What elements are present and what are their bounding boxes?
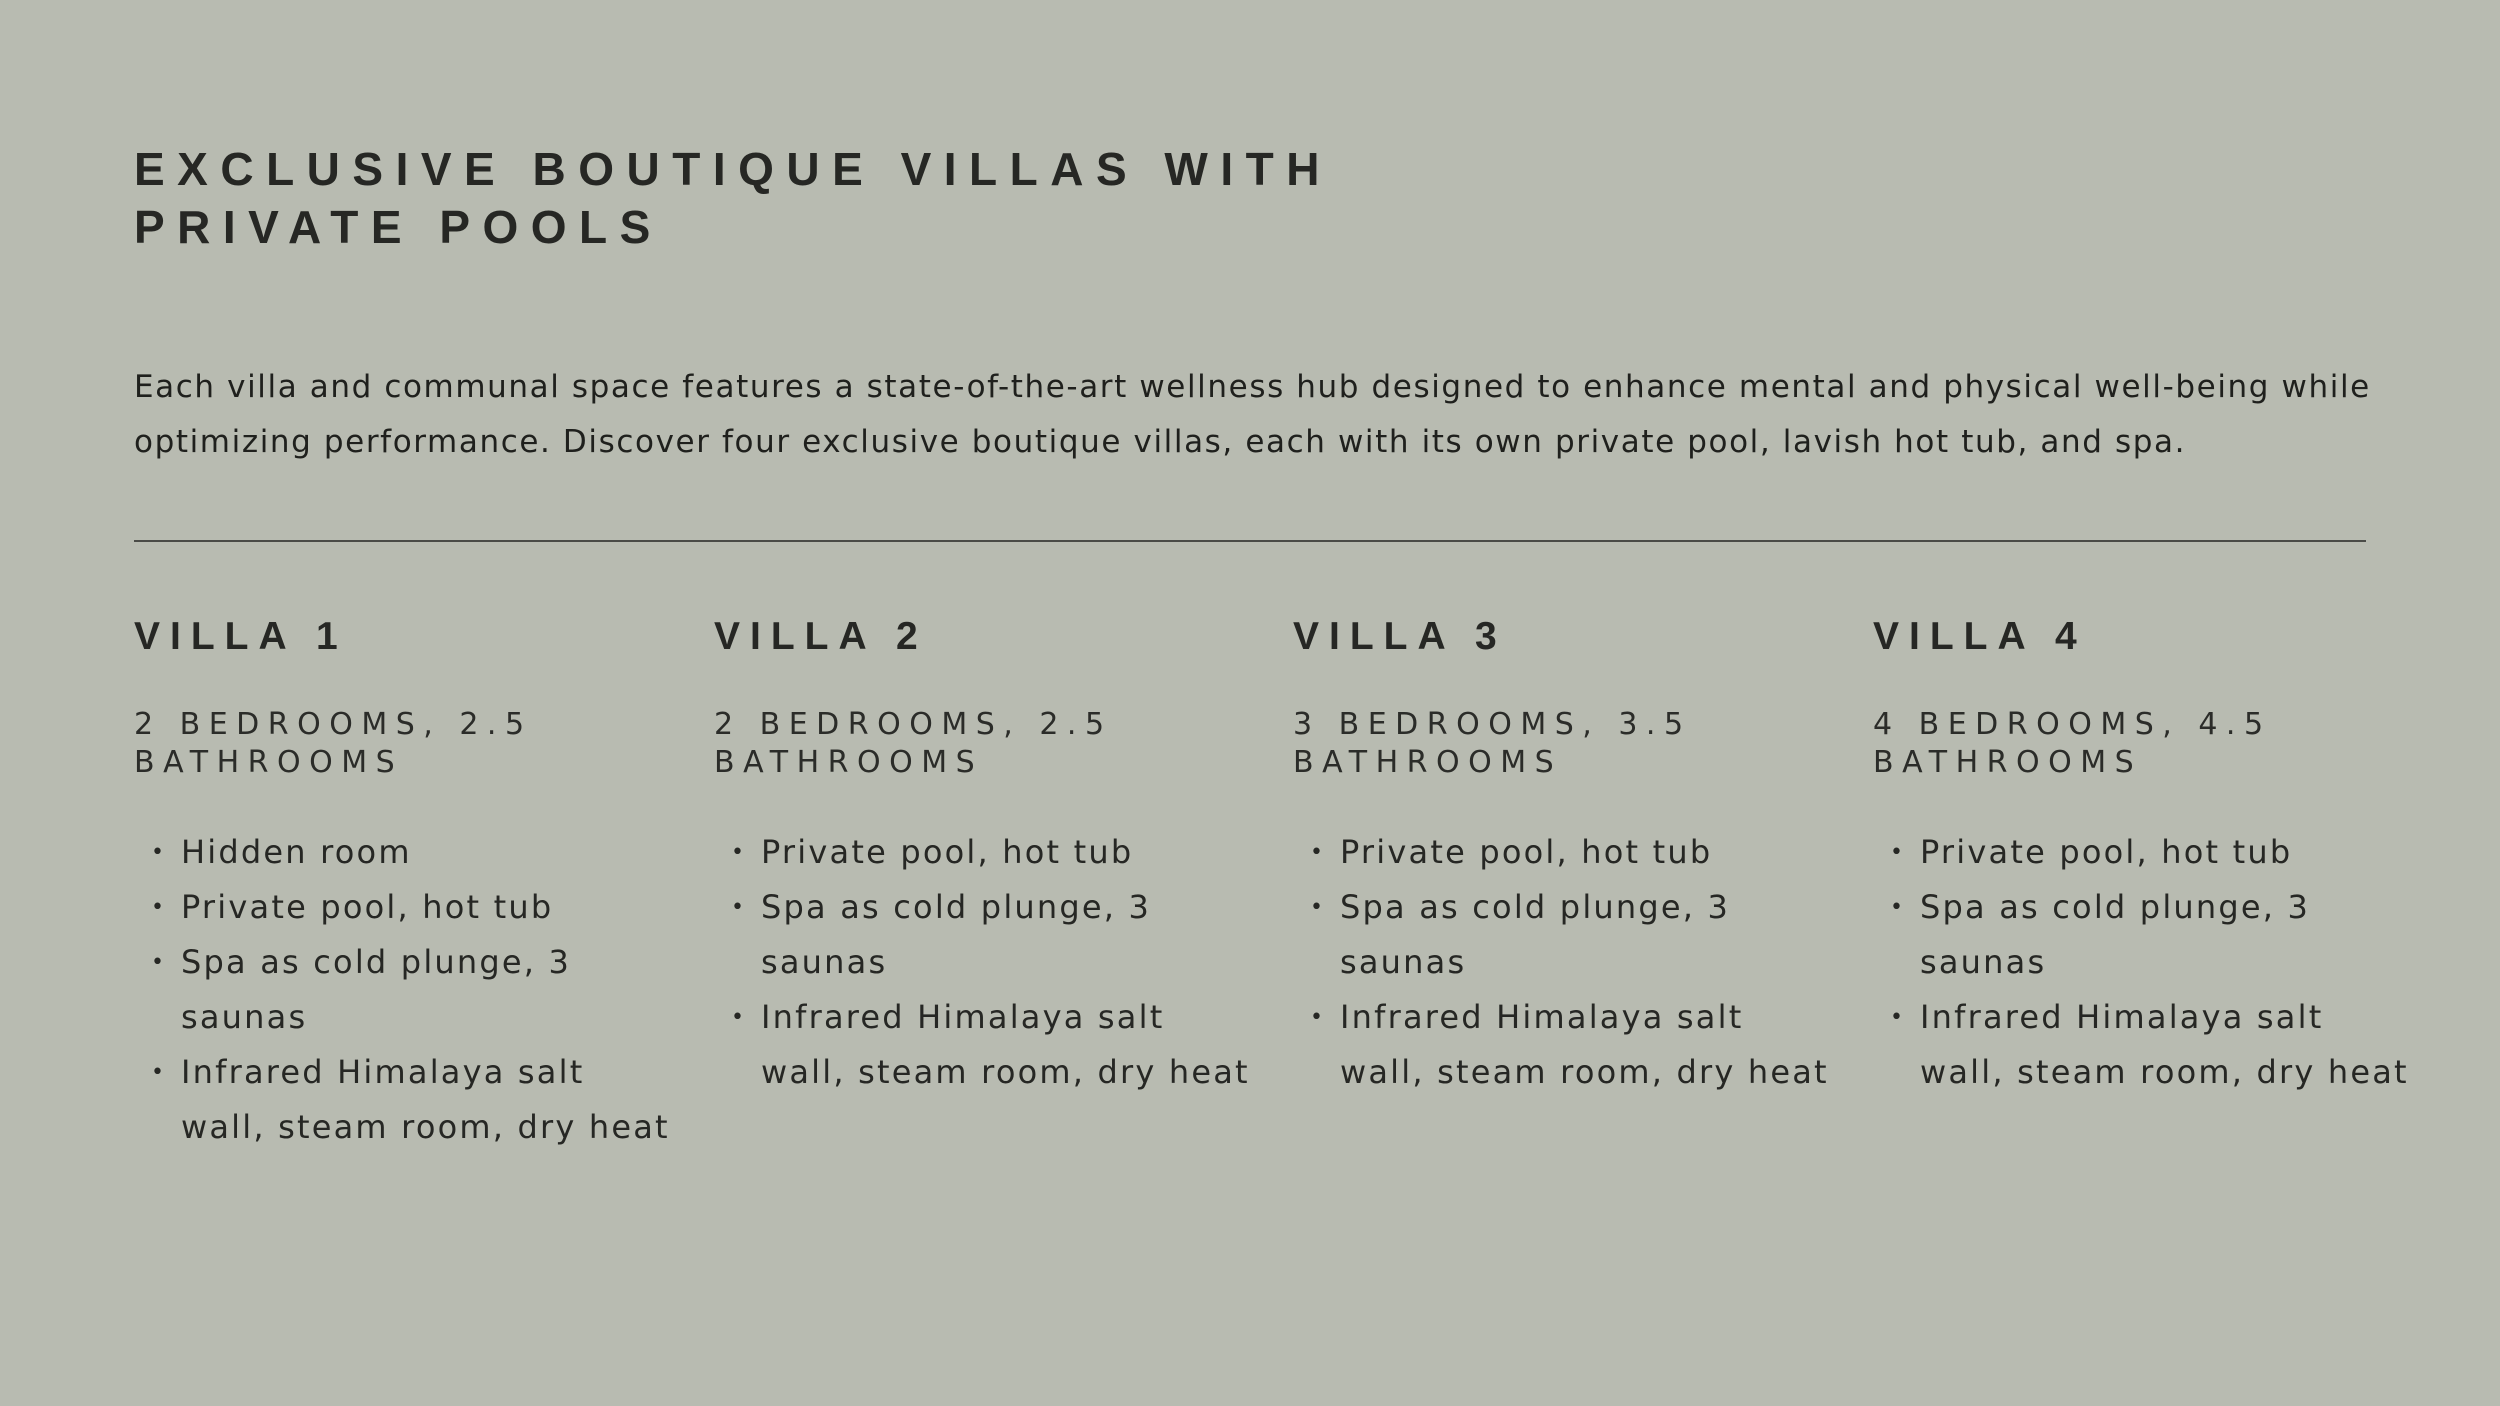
feature-line: Private pool, hot tub [1340,833,1713,871]
bullet-icon: • [731,1005,747,1030]
villa-name: VILLA 3 [1293,615,1507,658]
rooms-line: 2 BEDROOMS, 2.5 [134,707,533,742]
villa-3-card [1293,615,1848,1091]
intro-line: optimizing performance. Discover four exclusive boutique villas, each with its own private pool, lavish hot tub, and spa. [134,424,2187,460]
feature-line: wall, steam room, dry heat [761,1053,1250,1091]
feature-item [714,990,1269,1100]
villa-feature-list [1293,825,1848,1100]
bullet-icon: • [151,1060,167,1085]
feature-line: Private pool, hot tub [181,888,554,926]
feature-line: Spa as cold plunge, 3 [181,943,572,981]
feature-line: Private pool, hot tub [1920,833,2293,871]
bullet-icon: • [1310,895,1326,920]
villa-feature-list [134,825,689,1155]
feature-line: wall, steam room, dry heat [1920,1053,2409,1091]
villa-rooms [1293,706,1848,782]
villa-feature-list [1873,825,2428,1100]
villa-name: VILLA 2 [714,615,928,658]
rooms-line: 3 BEDROOMS, 3.5 [1293,707,1692,742]
feature-line: wall, steam room, dry heat [1340,1053,1829,1091]
villa-4-card [1873,615,2428,1091]
rooms-line: 4 BEDROOMS, 4.5 [1873,707,2272,742]
rooms-line: 2 BEDROOMS, 2.5 [714,707,1113,742]
bullet-icon: • [151,950,167,975]
feature-item [134,825,689,880]
rooms-line: BATHROOMS [714,745,984,780]
bullet-icon: • [731,895,747,920]
feature-line: Spa as cold plunge, 3 [1920,888,2311,926]
intro-line: Each villa and communal space features a state-of-the-art wellness hub designed to enhance mental and physical well-being while [134,369,2371,405]
villa-2-card [714,615,1269,1091]
feature-item [714,825,1269,880]
bullet-icon: • [1890,840,1906,865]
feature-line: Infrared Himalaya salt [1920,998,2324,1036]
bullet-icon: • [151,895,167,920]
feature-line: saunas [1340,943,1467,981]
bullet-icon: • [1890,1005,1906,1030]
feature-line: saunas [181,998,308,1036]
villa-name: VILLA 4 [1873,615,2087,658]
feature-line: Infrared Himalaya salt [761,998,1165,1036]
villa-feature-list [714,825,1269,1100]
feature-item [1873,880,2428,990]
title-line: EXCLUSIVE BOUTIQUE VILLAS WITH [134,143,1332,195]
villa-rooms [1873,706,2428,782]
bullet-icon: • [1310,1005,1326,1030]
villa-name: VILLA 1 [134,615,348,658]
villa-1-card [134,615,689,1146]
feature-line: saunas [761,943,888,981]
feature-line: Infrared Himalaya salt [1340,998,1744,1036]
page-title [134,140,1434,256]
villa-rooms [714,706,1269,782]
feature-line: Infrared Himalaya salt [181,1053,585,1091]
feature-item [1873,825,2428,880]
feature-item [134,1045,689,1155]
rooms-line: BATHROOMS [1873,745,2143,780]
feature-line: Spa as cold plunge, 3 [1340,888,1731,926]
feature-line: Private pool, hot tub [761,833,1134,871]
feature-item [714,880,1269,990]
feature-item [134,880,689,935]
bullet-icon: • [1890,895,1906,920]
feature-item [1873,990,2428,1100]
bullet-icon: • [151,840,167,865]
feature-item [1293,990,1848,1100]
title-line: PRIVATE POOLS [134,201,663,253]
section-divider [134,540,2366,542]
bullet-icon: • [731,840,747,865]
feature-line: Hidden room [181,833,412,871]
feature-line: saunas [1920,943,2047,981]
rooms-line: BATHROOMS [1293,745,1563,780]
bullet-icon: • [1310,840,1326,865]
feature-item [134,935,689,1045]
intro-paragraph [134,360,2484,470]
feature-line: Spa as cold plunge, 3 [761,888,1152,926]
rooms-line: BATHROOMS [134,745,404,780]
feature-item [1293,880,1848,990]
villa-rooms [134,706,689,782]
feature-line: wall, steam room, dry heat [181,1108,670,1146]
feature-item [1293,825,1848,880]
